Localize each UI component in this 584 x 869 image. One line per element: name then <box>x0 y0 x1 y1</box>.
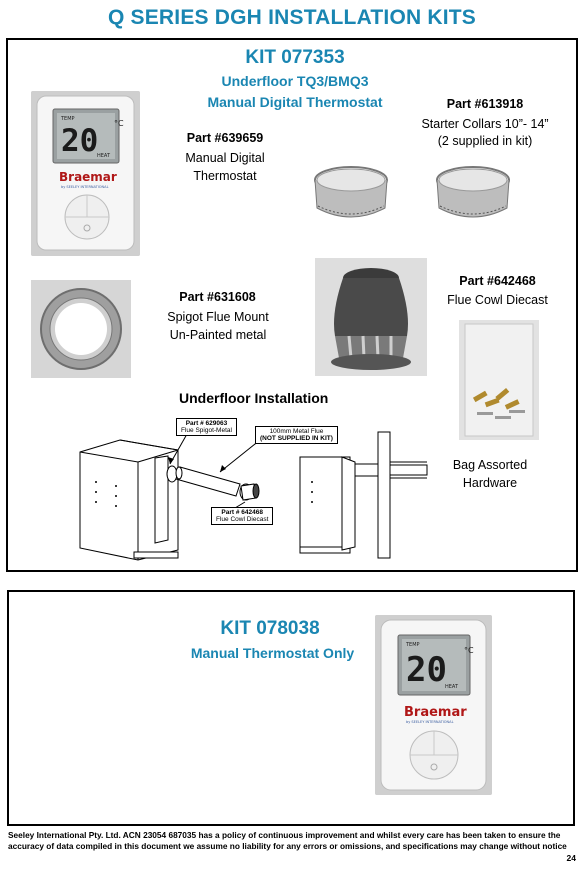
lcd-heat-label: HEAT <box>97 153 111 159</box>
lcd-heat-label-2: HEAT <box>445 684 459 690</box>
hardware-desc: Bag Assorted <box>452 458 528 472</box>
thermostat-part-number: Part #639659 <box>186 131 264 145</box>
starter-collars-desc: Starter Collars 10”- 14” <box>421 117 549 131</box>
diagram-flue-desc: 100mm Metal Flue <box>269 428 324 435</box>
spigot-desc: Spigot Flue Mount <box>167 310 269 324</box>
hardware-desc-2: Hardware <box>462 476 518 490</box>
thermostat-desc-2: Thermostat <box>193 169 257 183</box>
diagram-spigot-desc: Flue Spigot-Metal <box>181 427 232 434</box>
spigot-part-number: Part #631608 <box>179 290 256 304</box>
starter-collar-image-2 <box>432 160 514 230</box>
kit2-subtitle: Manual Thermostat Only <box>190 645 355 661</box>
kit-subtitle: Underfloor TQ3/BMQ3 <box>221 73 369 89</box>
kit-title: KIT 077353 <box>245 47 345 68</box>
diagram-flue-note: (NOT SUPPLIED IN KIT) <box>260 435 333 442</box>
lcd-temperature: 20 <box>61 123 99 159</box>
kit-subtitle-2: Manual Digital Thermostat <box>207 94 383 110</box>
thermostat-device-image-2 <box>375 615 492 795</box>
flue-cowl-desc: Flue Cowl Diecast <box>447 293 548 307</box>
starter-collars-desc-2: (2 supplied in kit) <box>437 134 533 148</box>
footer-line-2: accuracy of data compiled in this document we assume no liability for any errors or omissions, and specifications may change without notice <box>8 841 567 851</box>
hardware-bag-image <box>459 320 539 440</box>
footer-line-1: Seeley International Pty. Ltd. ACN 23054 687035 has a policy of continuous improvement and whilst every care has been taken to ensure the <box>8 830 561 840</box>
diagram-spigot-part: Part # 629063 <box>185 420 228 427</box>
brand-subtext-2: by SEELEY INTERNATIONAL <box>406 720 454 724</box>
flue-cowl-image <box>315 258 427 376</box>
diagram-cowl-part: Part # 642468 <box>221 509 263 516</box>
thermostat-desc: Manual Digital <box>185 151 265 165</box>
lcd-unit-2: °C <box>464 646 474 655</box>
thermostat-photo <box>31 91 140 256</box>
brand-subtext: by SEELEY INTERNATIONAL <box>61 185 109 189</box>
page-title: Q SERIES DGH INSTALLATION KITS <box>107 6 477 29</box>
braemar-logo-2: Braemar <box>404 705 467 720</box>
starter-collar-image <box>310 160 392 230</box>
spigot-desc-2: Un-Painted metal <box>169 328 267 342</box>
spigot-flue-mount-image <box>31 280 131 378</box>
diagram-label-flue <box>255 426 338 444</box>
diagram-label-cowl <box>211 507 273 525</box>
kit2-title: KIT 078038 <box>220 618 320 639</box>
starter-collars-part-number: Part #613918 <box>446 97 524 111</box>
footer-disclaimer <box>8 830 576 852</box>
diagram-label-spigot <box>176 418 237 436</box>
braemar-logo: Braemar <box>59 170 117 184</box>
thermostat-photo-2 <box>375 615 492 795</box>
thermostat-device-image <box>31 91 140 256</box>
lcd-temp-label: TEMP <box>61 116 75 122</box>
flue-cowl-part-number: Part #642468 <box>459 274 536 288</box>
lcd-temperature-2: 20 <box>406 650 447 690</box>
underfloor-installation-diagram <box>60 412 430 562</box>
diagram-title: Underfloor Installation <box>179 390 329 406</box>
lcd-temp-label-2: TEMP <box>406 642 420 648</box>
diagram-cowl-desc: Flue Cowl Diecast <box>216 516 269 523</box>
page-number: 24 <box>566 853 576 863</box>
lcd-unit: °C <box>114 119 124 128</box>
